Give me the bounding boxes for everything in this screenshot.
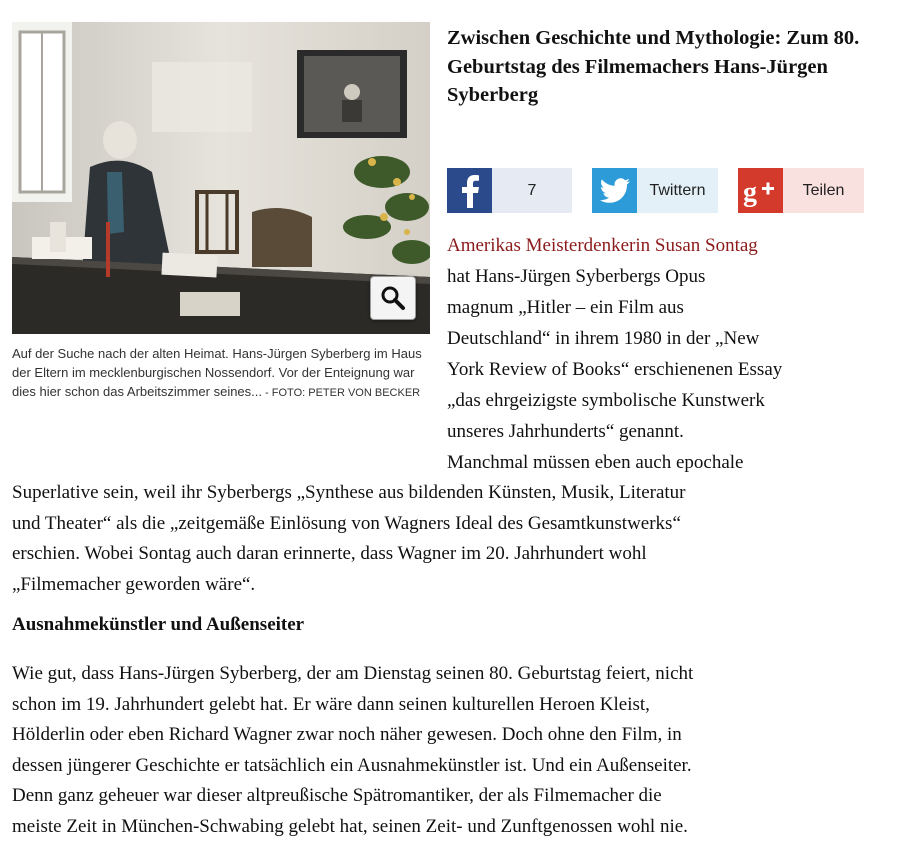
body-line: Manchmal müssen eben auch epochale [447,452,744,473]
body-line: Deutschland“ in ihrem 1980 in der „New [447,328,760,349]
facebook-share-count: 7 [492,168,572,213]
photo-illustration [12,22,430,334]
svg-text:g: g [742,176,757,207]
body-line: schon im 19. Jahrhundert gelebt hat. Er wäre dann seinen kulturellen Heroen Kleist, [12,693,650,715]
body-line: unseres Jahrhunderts“ genannt. [447,421,684,442]
twitter-icon [592,168,637,213]
photo-credit: - FOTO: PETER VON BECKER [262,387,421,399]
facebook-icon [447,168,492,213]
article-paragraph-2 [12,659,892,843]
body-line: erschien. Wobei Sontag auch daran erinnerte, dass Wagner im 20. Jahrhundert wohl [12,543,647,564]
article-lead-column [447,230,887,478]
body-line: dessen jüngerer Geschichte er tatsächlich ein Ausnahmekünstler ist. Und ein Außenseiter. [12,754,692,776]
body-line: Superlative sein, weil ihr Syberbergs „Synthese aus bildenden Künsten, Musik, Literatur [12,482,686,503]
section-subheading: Ausnahmekünstler und Außenseiter [12,614,305,635]
magnifier-icon [380,285,406,311]
google-plus-share-button[interactable] [738,168,864,213]
body-line: York Review of Books“ erschienenen Essay [447,359,783,380]
facebook-share-button[interactable] [447,168,572,213]
article-photo[interactable] [12,22,430,334]
google-plus-icon [738,168,783,213]
article-headline: Zwischen Geschichte und Mythologie: Zum 80. Geburtstag des Filmemachers Hans-Jürgen Syberberg [447,27,860,106]
google-plus-share-label: Teilen [783,168,864,213]
caption-text: Auf der Suche nach der alten Heimat. Hans-Jürgen Syberberg im Haus der Eltern im mecklenburgischen Nossendorf. Vor der Enteignung war dies hier schon das Arbeitszimmer seines... [12,346,422,399]
body-line: und Theater“ als die „zeitgemäße Einlösung von Wagners Ideal des Gesamtkunstwerks“ [12,512,681,534]
article-paragraph-1-continued [12,478,892,600]
body-line: Hölderlin oder eben Richard Wagner zwar noch näher gewesen. Doch ohne den Film, in [12,724,682,746]
body-line: magnum „Hitler – ein Film aus [447,297,684,318]
body-line: Wie gut, dass Hans-Jürgen Syberberg, der am Dienstag seinen 80. Geburtstag feiert, nicht [12,663,694,684]
twitter-share-label: Twittern [637,168,718,213]
photo-caption [12,344,432,403]
zoom-button[interactable] [370,276,416,320]
body-line: meiste Zeit in München-Schwabing gelebt hat, seinen Zeit- und Zunftgenossen wohl nie. [12,815,688,837]
body-line: „das ehrgeizigste symbolische Kunstwerk [447,390,765,411]
body-line: hat Hans-Jürgen Syberbergs Opus [447,266,706,287]
twitter-share-button[interactable] [592,168,718,213]
body-line: Denn ganz geheuer war dieser altpreußische Spätromantiker, der als Filmemacher die [12,785,662,807]
body-line: „Filmemacher geworden wäre“. [12,573,256,595]
lead-link-susan-sontag[interactable]: Amerikas Meisterdenkerin Susan Sontag [447,235,758,256]
